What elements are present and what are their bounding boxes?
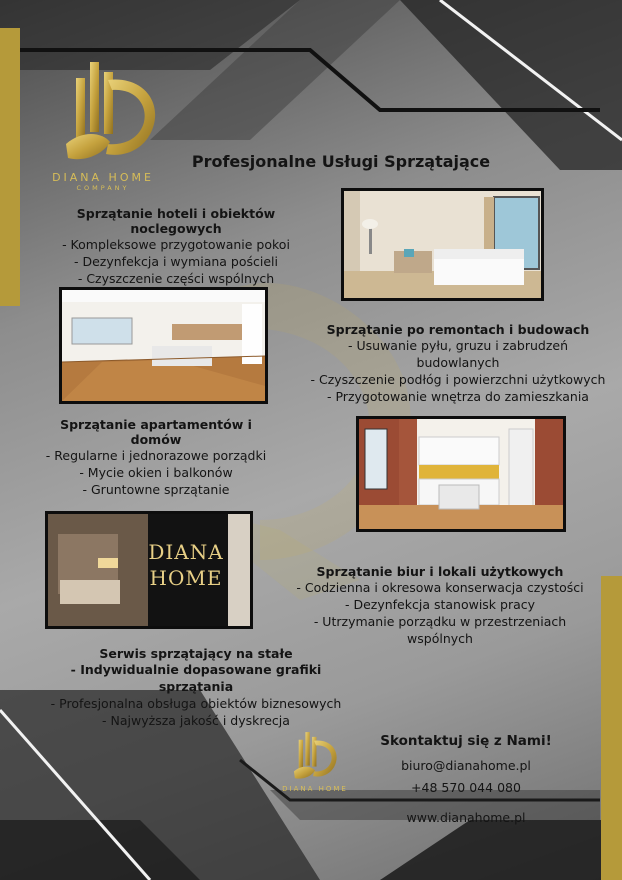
service-item: - Utrzymanie porządku w przestrzeniach wspólnych — [313, 614, 567, 646]
service-item: - Kompleksowe przygotowanie pokoi — [62, 237, 290, 252]
logo-small-icon — [292, 730, 338, 784]
service-heading: Sprzątanie apartamentów i domów — [60, 417, 252, 447]
service-item: - Mycie okien i balkonów — [79, 465, 233, 480]
sign-line: DIANA — [148, 540, 224, 564]
service-item: - Profesjonalna obsługa obiektów biznesowych — [50, 696, 342, 711]
service-item: - Czyszczenie podłóg i powierzchni użytkowych — [310, 372, 606, 387]
service-heading: Sprzątanie po remontach i budowach — [326, 322, 590, 337]
service-item: - Gruntowne sprzątanie — [82, 482, 230, 497]
bg-shape-top-right — [400, 0, 622, 170]
service-item: - Najwyższa jakość i dyskrecja — [102, 713, 290, 728]
contact-website[interactable]: www.dianahome.pl — [406, 810, 526, 825]
service-item: - Codzienna i okresowa konserwacja czystości — [296, 580, 584, 595]
service-offices — [284, 564, 596, 647]
contact-phone[interactable]: +48 570 044 080 — [411, 780, 521, 795]
bg-shape-bottom-right — [380, 820, 622, 880]
logo-brand-name: DIANA HOME — [52, 171, 154, 184]
service-item: - Dezynfekcja i wymiana pościeli — [74, 254, 278, 269]
contact-heading: Skontaktuj się z Nami! — [380, 733, 552, 749]
photo-renovated-apartment — [59, 287, 268, 404]
service-heading: Sprzątanie hoteli i obiektów noclegowych — [76, 206, 276, 236]
logo-tagline: COMPANY — [76, 184, 130, 192]
service-heading: Sprzątanie biur i lokali użytkowych — [316, 564, 564, 579]
photo-hotel-room — [341, 188, 544, 301]
service-renovation — [306, 322, 610, 405]
service-hotels — [35, 206, 317, 287]
service-item: - Regularne i jednorazowe porządki — [45, 448, 267, 463]
service-heading: Serwis sprzątający na stałe — [99, 646, 293, 661]
photo-kitchen — [356, 416, 566, 532]
logo-icon — [62, 58, 158, 170]
service-item: - Dezynfekcja stanowisk pracy — [344, 597, 536, 612]
service-item: - Indywidualnie dopasowane grafiki sprzątania — [70, 662, 322, 694]
page-title: Profesjonalne Usługi Sprzątające — [191, 152, 491, 171]
sign-text — [148, 539, 224, 591]
service-permanent — [46, 646, 346, 729]
logo-small-brand-name: DIANA HOME — [282, 785, 348, 793]
sign-line: HOME — [149, 566, 223, 590]
service-item: - Usuwanie pyłu, gruzu i zabrudzeń budowlanych — [348, 338, 568, 370]
service-item: - Czyszczenie części wspólnych — [77, 271, 275, 286]
gold-bar-right — [601, 576, 622, 880]
service-apartments — [36, 417, 276, 498]
service-item: - Przygotowanie wnętrza do zamieszkania — [327, 389, 589, 404]
contact-email[interactable]: biuro@dianahome.pl — [401, 758, 531, 773]
gold-bar-left — [0, 28, 20, 306]
